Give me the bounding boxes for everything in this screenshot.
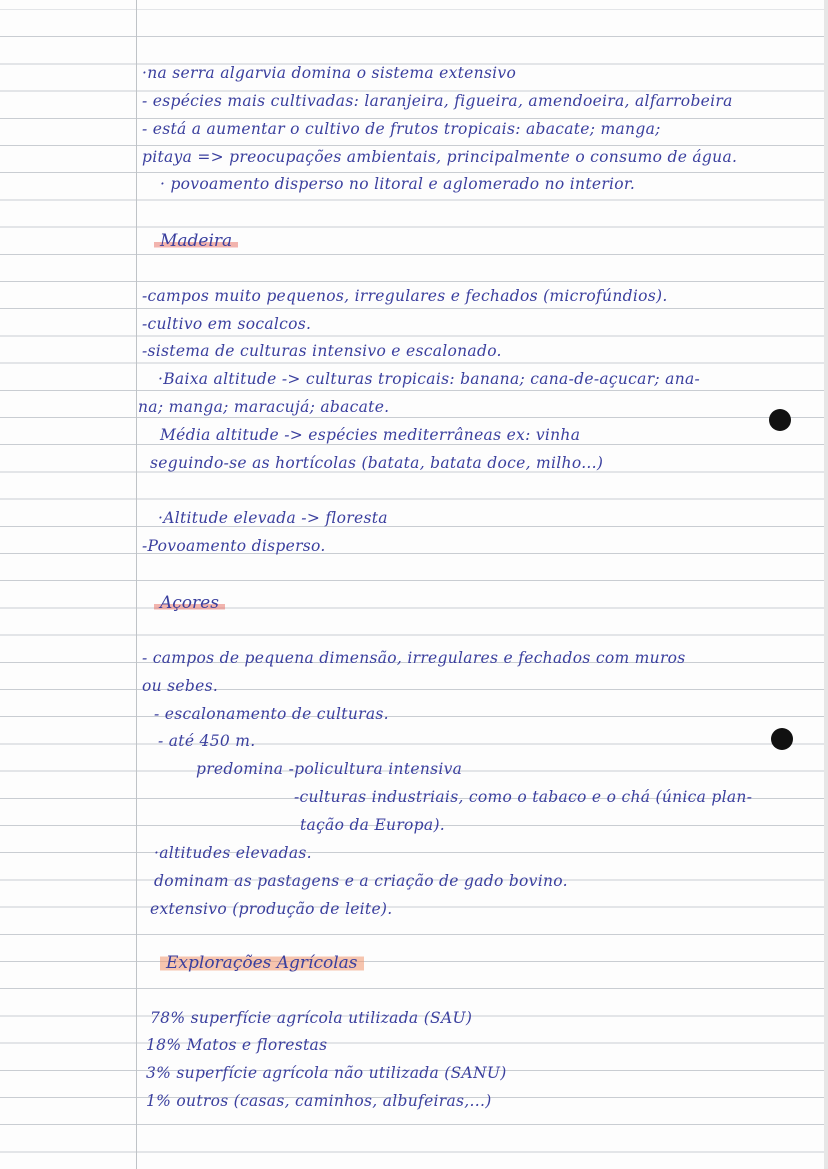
section-title-acores: Açores xyxy=(154,592,225,614)
punch-hole xyxy=(769,409,791,431)
margin-line xyxy=(136,0,137,1169)
note-line: tação da Europa). xyxy=(300,816,446,834)
note-line: 78% superfície agrícola utilizada (SAU) xyxy=(150,1009,473,1027)
note-line: ·altitudes elevadas. xyxy=(154,844,312,862)
page-edge xyxy=(824,0,828,1169)
note-line: ·Baixa altitude -> culturas tropicais: banana; cana-de-açucar; ana- xyxy=(158,370,701,388)
note-line: -cultivo em socalcos. xyxy=(142,315,312,333)
note-line: -Povoamento disperso. xyxy=(142,537,326,555)
note-line: 3% superfície agrícola não utilizada (SANU) xyxy=(146,1064,507,1082)
note-line: -sistema de culturas intensivo e escalonado. xyxy=(142,342,502,360)
note-line: pitaya => preocupações ambientais, principalmente o consumo de água. xyxy=(142,148,738,166)
note-line: na; manga; maracujá; abacate. xyxy=(138,398,390,416)
note-line: - espécies mais cultivadas: laranjeira, figueira, amendoeira, alfarrobeira xyxy=(142,92,733,110)
note-line: - campos de pequena dimensão, irregulares e fechados com muros xyxy=(142,649,686,667)
note-line: predomina -policultura intensiva xyxy=(196,760,463,778)
note-line: extensivo (produção de leite). xyxy=(150,900,393,918)
note-line: · povoamento disperso no litoral e aglomerado no interior. xyxy=(160,175,636,193)
note-line: - até 450 m. xyxy=(158,732,256,750)
section-title-madeira: Madeira xyxy=(154,230,238,252)
note-line: 1% outros (casas, caminhos, albufeiras,...) xyxy=(146,1092,492,1110)
note-line: - escalonamento de culturas. xyxy=(154,705,389,723)
note-line: dominam as pastagens e a criação de gado bovino. xyxy=(154,872,568,890)
note-line: -campos muito pequenos, irregulares e fechados (microfúndios). xyxy=(142,287,668,305)
note-line: - está a aumentar o cultivo de frutos tropicais: abacate; manga; xyxy=(142,120,661,138)
note-line: -culturas industriais, como o tabaco e o chá (única plan- xyxy=(294,788,753,806)
note-line: ou sebes. xyxy=(142,677,219,695)
note-line: 18% Matos e florestas xyxy=(146,1036,328,1054)
note-line: ·Altitude elevada -> floresta xyxy=(158,509,388,527)
note-line: Média altitude -> espécies mediterrâneas ex: vinha xyxy=(160,426,581,444)
punch-hole xyxy=(771,728,793,750)
section-title-exploracoes: Explorações Agrícolas xyxy=(160,952,364,974)
note-line: seguindo-se as hortícolas (batata, batata doce, milho...) xyxy=(150,454,604,472)
note-line: ·na serra algarvia domina o sistema extensivo xyxy=(142,64,517,82)
